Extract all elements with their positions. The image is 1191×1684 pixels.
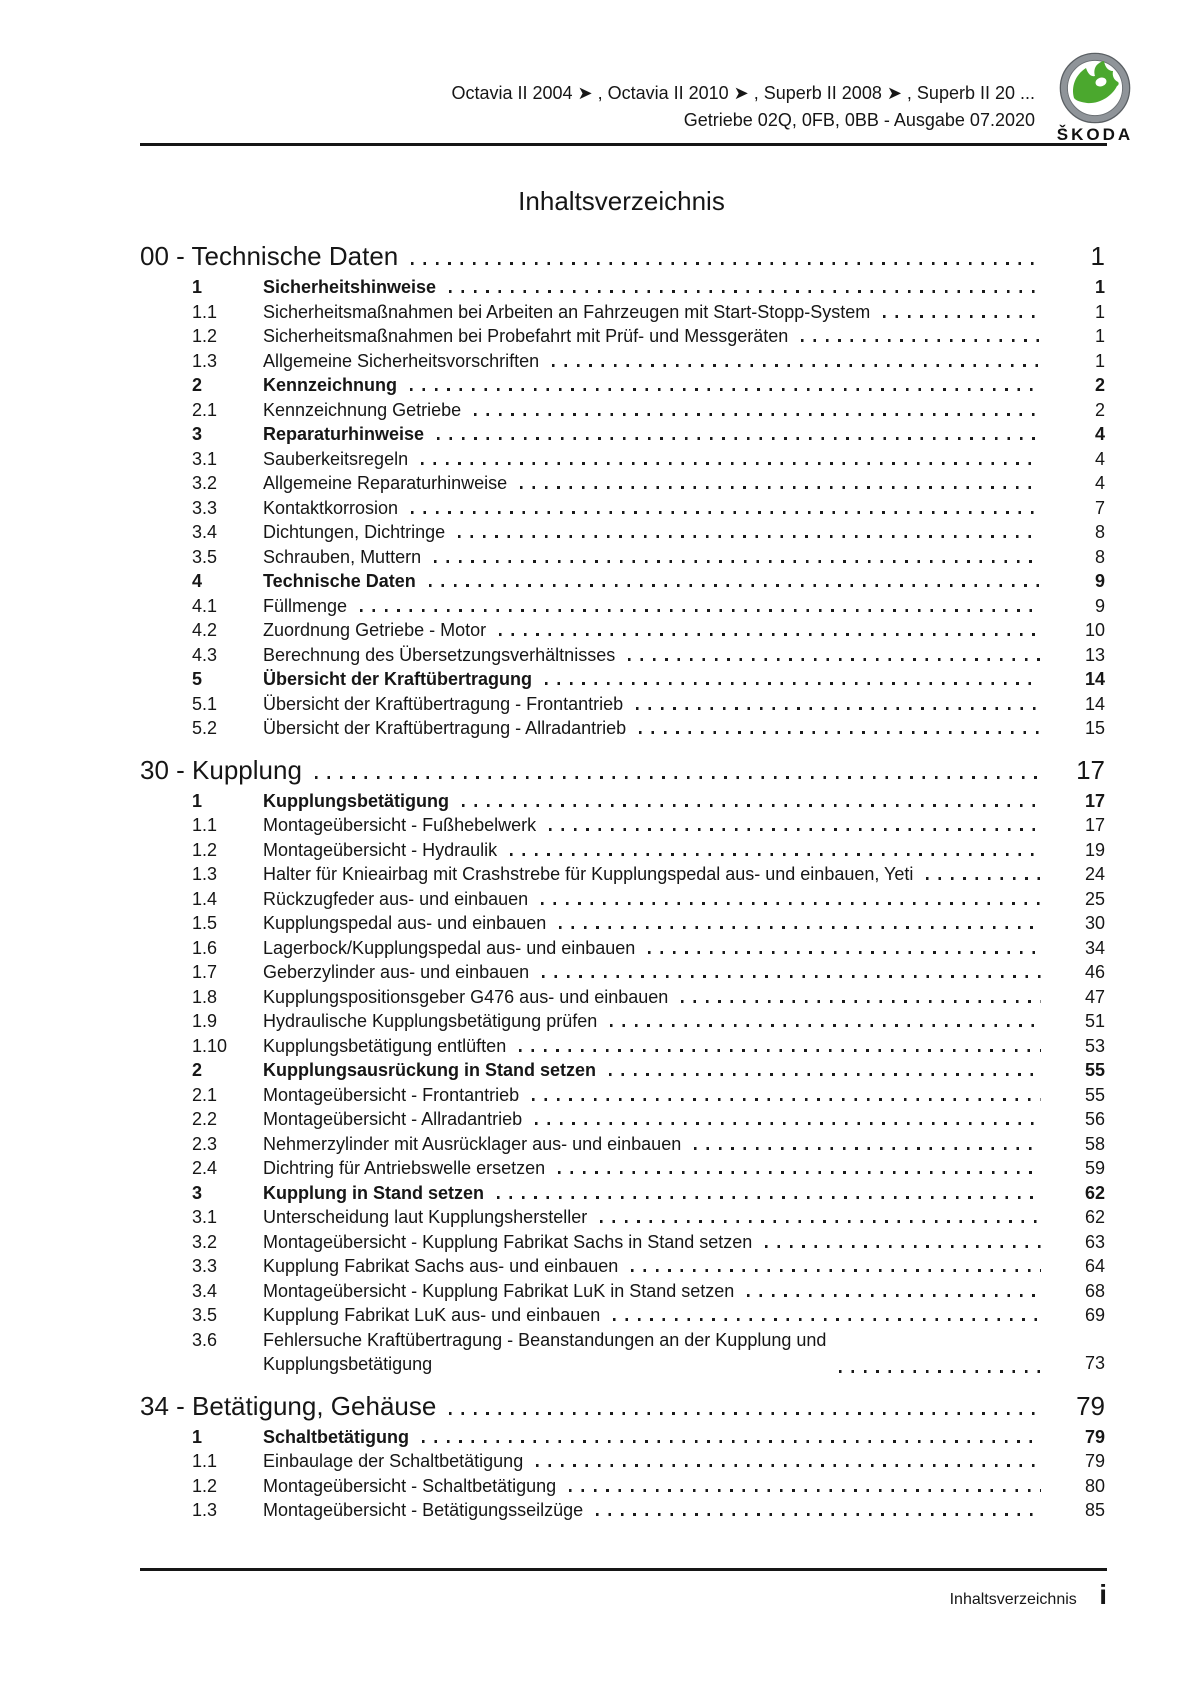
toc-entry-label: Übersicht der Kraftübertragung - Frontantrieb [263, 693, 624, 714]
dot-leader [631, 1269, 1041, 1272]
toc-entry-row [192, 1279, 1105, 1304]
dot-leader [411, 262, 1041, 265]
toc-entry-label: Technische Daten [263, 571, 416, 591]
toc-entry-row [192, 1058, 1105, 1083]
dot-leader [839, 1370, 1041, 1373]
toc-entry-number: 3 [192, 424, 203, 444]
dot-leader [883, 315, 1041, 318]
toc-entry-page: 58 [1084, 1133, 1105, 1154]
toc-entry-label: Sauberkeitsregeln [263, 448, 409, 469]
toc-entry-number: 4.1 [192, 595, 218, 616]
dot-leader [628, 658, 1041, 661]
toc-entry-page: 24 [1084, 864, 1105, 884]
toc-entry-page: 80 [1084, 1475, 1105, 1496]
toc-entry-number: 2.4 [192, 1158, 218, 1178]
dot-leader [609, 1073, 1041, 1076]
toc-entry-page: 14 [1084, 669, 1105, 689]
page-title: Inhaltsverzeichnis [518, 186, 725, 216]
toc-entry-label: Übersicht der Kraftübertragung - Allradantrieb [263, 718, 627, 738]
toc-entry-page: 25 [1084, 888, 1105, 909]
toc-entry-label: Dichtungen, Dichtringe [263, 522, 446, 542]
toc-entry-row [192, 447, 1105, 472]
toc-entry-label: Sicherheitsmaßnahmen bei Arbeiten an Fahrzeugen mit Start-Stopp-System [263, 301, 871, 322]
toc-entry-number: 3.3 [192, 497, 218, 518]
toc-entry-number: 1 [192, 277, 203, 297]
toc-entry-label: Hydraulische Kupplungsbetätigung prüfen [263, 1011, 598, 1031]
toc-entry-row [192, 545, 1105, 570]
toc-entry-number: 3.5 [192, 1305, 218, 1325]
toc-entry-page: 1 [1090, 241, 1105, 271]
dot-leader [520, 486, 1041, 489]
toc-entry-number: 1.9 [192, 1011, 218, 1031]
dot-leader [747, 1294, 1041, 1297]
toc-entry-label: Reparaturhinweise [263, 424, 425, 444]
dot-leader [434, 560, 1041, 563]
toc-entry-number: 1.2 [192, 326, 218, 346]
toc-entry-label: Sicherheitshinweise [263, 277, 437, 297]
page-footer [140, 1568, 1107, 1611]
toc-entry-page: 13 [1084, 644, 1105, 665]
header-edition-line: Getriebe 02Q, 0FB, 0BB - Ausgabe 07.2020 [683, 110, 1035, 130]
toc-entry-number: 1.1 [192, 815, 218, 835]
toc-entry-row [192, 1230, 1105, 1255]
toc-entry-page: 73 [1084, 1353, 1105, 1373]
toc-entry-page: 79 [1084, 1451, 1105, 1471]
toc-entry-row [192, 985, 1105, 1010]
toc-entry-row [192, 1254, 1105, 1279]
toc-entry-number: 1 [192, 790, 203, 811]
toc-entry-row [192, 324, 1105, 349]
dot-leader [765, 1245, 1041, 1248]
toc-entry-number: 1.7 [192, 962, 218, 982]
toc-entry-row [192, 1449, 1105, 1474]
toc-entry-row [192, 422, 1105, 447]
toc-entry-number: 1.1 [192, 301, 218, 322]
dot-leader [449, 1412, 1041, 1415]
dot-leader [569, 1489, 1041, 1492]
toc-entry-page: 79 [1076, 1390, 1105, 1421]
toc-entry-number: 5.2 [192, 718, 218, 738]
toc-entry-page: 1 [1094, 326, 1105, 346]
toc-entry-row [192, 667, 1105, 692]
toc-entry-row [192, 1132, 1105, 1157]
toc-entry-page: 8 [1094, 522, 1105, 542]
toc-entry-page: 56 [1084, 1109, 1105, 1129]
toc-entry-number: 1.3 [192, 864, 218, 884]
toc-entry-page: 68 [1084, 1280, 1105, 1301]
dot-leader [410, 388, 1041, 391]
toc-entry-row [192, 960, 1105, 985]
toc-entry-row [192, 692, 1105, 717]
toc-chapter-row [140, 755, 1105, 786]
dot-leader [558, 1171, 1041, 1174]
toc-entry-page: 55 [1084, 1084, 1105, 1105]
toc-entry-page: 62 [1084, 1207, 1105, 1227]
dot-leader [360, 609, 1041, 612]
skoda-winged-arrow-icon [1059, 52, 1131, 124]
toc-entry-page: 51 [1084, 1011, 1105, 1031]
toc-entry-row [192, 1009, 1105, 1034]
dot-leader [549, 828, 1041, 831]
toc [140, 241, 1105, 1523]
toc-entry-number: 3.5 [192, 546, 218, 567]
toc-entry-row [192, 1328, 1105, 1377]
toc-entry-row [192, 618, 1105, 643]
dot-leader [648, 951, 1041, 954]
toc-entry-label: Montageübersicht - Frontantrieb [263, 1084, 520, 1105]
toc-entry-row [192, 1083, 1105, 1108]
toc-entry-page: 79 [1084, 1426, 1105, 1447]
dot-leader [429, 584, 1041, 587]
toc-entry-label: Montageübersicht - Fußhebelwerk [263, 815, 537, 835]
toc-entry-page: 59 [1084, 1158, 1105, 1178]
toc-entry-number: 3.2 [192, 473, 218, 493]
toc-entry-label: Schrauben, Muttern [263, 546, 422, 567]
toc-chapter-row [140, 1391, 1105, 1422]
dot-leader [462, 804, 1041, 807]
dot-leader [421, 462, 1041, 465]
toc-entry-label: Montageübersicht - Schaltbetätigung [263, 1475, 557, 1496]
toc-entry-page: 4 [1094, 424, 1105, 444]
toc-entry-number: 3.6 [192, 1329, 218, 1350]
toc-entry-number: 1.6 [192, 937, 218, 958]
dot-leader [315, 776, 1041, 779]
toc-entry-number: 2.3 [192, 1133, 218, 1154]
toc-entry-number: 5.1 [192, 693, 218, 714]
dot-leader [532, 1098, 1041, 1101]
page-header [140, 0, 1107, 146]
toc-entry-number: 2 [192, 1060, 203, 1080]
toc-entry-page: 55 [1084, 1060, 1105, 1080]
toc-entry-number: 1.3 [192, 350, 218, 371]
footer-label: Inhaltsverzeichnis [949, 1591, 1077, 1608]
toc-entry-label: Kupplungspedal aus- und einbauen [263, 913, 547, 933]
dot-leader [596, 1513, 1041, 1516]
dot-leader [600, 1220, 1041, 1223]
dot-leader [510, 853, 1041, 856]
toc-entry-number: 3.1 [192, 448, 218, 469]
dot-leader [552, 364, 1041, 367]
toc-entry-row [192, 300, 1105, 325]
skoda-brand-text: ŠKODA [1056, 125, 1134, 144]
toc-entry-label: Allgemeine Reparaturhinweise [263, 473, 508, 493]
toc-entry-row [192, 1425, 1105, 1450]
toc-entry-label: Einbaulage der Schaltbetätigung [263, 1451, 524, 1471]
toc-entry-number: 1.10 [192, 1035, 228, 1056]
toc-entry-row [192, 594, 1105, 619]
toc-entry-row [192, 349, 1105, 374]
toc-entry-page: 19 [1084, 839, 1105, 860]
dot-leader [499, 633, 1041, 636]
toc-entry-page: 34 [1084, 937, 1105, 958]
toc-entry-page: 2 [1094, 399, 1105, 420]
toc-entry-row [192, 838, 1105, 863]
toc-entry-number: 4.3 [192, 644, 218, 665]
toc-entry-row [192, 887, 1105, 912]
dot-leader [681, 1000, 1041, 1003]
toc-entry-page: 10 [1084, 620, 1105, 640]
toc-entry-number: 4.2 [192, 620, 218, 640]
dot-leader [422, 1440, 1041, 1443]
toc-entry-label: Allgemeine Sicherheitsvorschriften [263, 350, 540, 371]
toc-entry-row [192, 789, 1105, 814]
toc-entry-number: 4 [192, 571, 203, 591]
toc-entry-number: 1.8 [192, 986, 218, 1007]
toc-entry-label: Lagerbock/Kupplungspedal aus- und einbauen [263, 937, 636, 958]
toc-entry-number: 1 [192, 1426, 203, 1447]
toc-entry-row [192, 716, 1105, 741]
dot-leader [613, 1318, 1041, 1321]
toc-entry-page: 64 [1084, 1256, 1105, 1276]
toc-entry-page: 15 [1084, 718, 1105, 738]
skoda-logo [1050, 52, 1140, 145]
toc-entry-number: 3.4 [192, 1280, 218, 1301]
toc-entry-row [192, 1107, 1105, 1132]
toc-entry-number: 1.3 [192, 1500, 218, 1520]
toc-entry-page: 47 [1084, 986, 1105, 1007]
toc-entry-page: 17 [1084, 790, 1105, 811]
toc-entry-number: 1.2 [192, 1475, 218, 1496]
toc-entry-label: 00 - Technische Daten [140, 241, 399, 271]
toc-entry-page: 14 [1084, 693, 1105, 714]
toc-entry-page: 8 [1094, 546, 1105, 567]
dot-leader [545, 682, 1041, 685]
toc-entry-page: 63 [1084, 1231, 1105, 1252]
toc-entry-page: 53 [1084, 1035, 1105, 1056]
toc-entry-label: Halter für Knieairbag mit Crashstrebe für Kupplungspedal aus- und einbauen, Yeti [263, 864, 914, 884]
toc-entry-page: 2 [1094, 375, 1105, 395]
toc-entry-page: 4 [1094, 448, 1105, 469]
toc-entry-label: Montageübersicht - Betätigungsseilzüge [263, 1500, 584, 1520]
toc-entry-row [192, 275, 1105, 300]
toc-entry-page: 46 [1084, 962, 1105, 982]
toc-entry-number: 3.3 [192, 1256, 218, 1276]
toc-entry-row [192, 1205, 1105, 1230]
dot-leader [411, 511, 1041, 514]
dot-leader [437, 437, 1041, 440]
toc-entry-page: 9 [1094, 571, 1105, 591]
toc-entry-number: 3.1 [192, 1207, 218, 1227]
toc-entry-label: Montageübersicht - Hydraulik [263, 839, 498, 860]
toc-entry-page: 1 [1094, 277, 1105, 297]
toc-entry-label: Fehlersuche Kraftübertragung - Beanstandungen an der Kupplung und Kupplungsbetätigung [263, 1329, 827, 1374]
toc-entry-page: 9 [1094, 595, 1105, 616]
toc-entry-number: 5 [192, 669, 203, 689]
toc-entry-row [192, 373, 1105, 398]
toc-entry-row [192, 1498, 1105, 1523]
toc-entry-row [192, 643, 1105, 668]
dot-leader [801, 339, 1041, 342]
toc-entry-number: 3.2 [192, 1231, 218, 1252]
toc-entry-number: 2 [192, 375, 203, 395]
toc-entry-label: 34 - Betätigung, Gehäuse [140, 1390, 437, 1421]
dot-leader [541, 902, 1041, 905]
toc-entry-number: 2.1 [192, 399, 218, 420]
toc-entry-row [192, 569, 1105, 594]
toc-entry-label: Rückzugfeder aus- und einbauen [263, 888, 529, 909]
toc-entry-number: 2.2 [192, 1109, 218, 1129]
toc-entry-label: Kupplung Fabrikat Sachs aus- und einbauen [263, 1256, 619, 1276]
toc-entry-label: Kupplung Fabrikat LuK aus- und einbauen [263, 1305, 601, 1325]
toc-entry-page: 30 [1084, 913, 1105, 933]
toc-entry-number: 1.1 [192, 1451, 218, 1471]
toc-entry-label: Übersicht der Kraftübertragung [263, 669, 533, 689]
toc-entry-label: Kupplungsausrückung in Stand setzen [263, 1060, 597, 1080]
toc-chapter-row [140, 241, 1105, 272]
toc-entry-row [192, 911, 1105, 936]
toc-entry-page: 85 [1084, 1500, 1105, 1520]
toc-entry-label: Zuordnung Getriebe - Motor [263, 620, 487, 640]
toc-entry-page: 62 [1084, 1182, 1105, 1203]
toc-entry-label: Kupplungsbetätigung [263, 790, 449, 811]
dot-leader [926, 877, 1041, 880]
toc-entry-label: Kontaktkorrosion [263, 497, 399, 518]
toc-entry-number: 1.5 [192, 913, 218, 933]
toc-entry-label: 30 - Kupplung [140, 754, 302, 785]
toc-entry-label: Kennzeichnung [263, 375, 397, 395]
toc-entry-label: Schaltbetätigung [263, 1426, 410, 1447]
toc-entry-label: Dichtring für Antriebswelle ersetzen [263, 1158, 546, 1178]
toc-entry-number: 3 [192, 1182, 203, 1203]
toc-entry-number: 1.4 [192, 888, 218, 909]
header-text-block [140, 80, 1107, 134]
toc-entry-row [192, 936, 1105, 961]
toc-entry-number: 2.1 [192, 1084, 218, 1105]
toc-entry-label: Montageübersicht - Kupplung Fabrikat LuK in Stand setzen [263, 1280, 735, 1301]
toc-entry-page: 4 [1094, 473, 1105, 493]
toc-entry-number: 1.2 [192, 839, 218, 860]
toc-entry-row [192, 471, 1105, 496]
dot-leader [458, 535, 1041, 538]
toc-entry-label: Berechnung des Übersetzungsverhältnisses [263, 644, 616, 665]
toc-entry-label: Montageübersicht - Allradantrieb [263, 1109, 523, 1129]
toc-entry-page: 1 [1094, 301, 1105, 322]
dot-leader [639, 731, 1041, 734]
dot-leader [536, 1464, 1041, 1467]
toc-entry-page: 69 [1084, 1305, 1105, 1325]
toc-entry-label: Kupplung in Stand setzen [263, 1182, 484, 1203]
dot-leader [449, 290, 1041, 293]
toc-entry-row [192, 1156, 1105, 1181]
toc-entry-label: Sicherheitsmaßnahmen bei Probefahrt mit Prüf- und Messgeräten [263, 326, 789, 346]
header-models-line: Octavia II 2004 ➤ , Octavia II 2010 ➤ , Superb II 2008 ➤ , Superb II 20 ... [451, 83, 1035, 103]
toc-entry-label: Montageübersicht - Kupplung Fabrikat Sachs in Stand setzen [263, 1231, 753, 1252]
toc-entry-row [192, 1181, 1105, 1206]
toc-entry-page: 1 [1094, 350, 1105, 371]
toc-entry-label: Geberzylinder aus- und einbauen [263, 962, 530, 982]
toc-entry-page: 17 [1084, 815, 1105, 835]
toc-entry-label: Nehmerzylinder mit Ausrücklager aus- und einbauen [263, 1133, 682, 1154]
toc-entry-row [192, 862, 1105, 887]
toc-entry-row [192, 520, 1105, 545]
toc-entry-label: Kupplungsbetätigung entlüften [263, 1035, 507, 1056]
toc-entry-page: 7 [1094, 497, 1105, 518]
toc-entry-label: Kennzeichnung Getriebe [263, 399, 462, 420]
toc-entry-row [192, 1474, 1105, 1499]
toc-entry-page: 17 [1076, 754, 1105, 785]
dot-leader [559, 926, 1041, 929]
toc-entry-row [192, 496, 1105, 521]
toc-entry-label: Füllmenge [263, 595, 348, 616]
toc-entry-row [192, 1303, 1105, 1328]
toc-entry-row [192, 398, 1105, 423]
toc-entry-label: Unterscheidung laut Kupplungshersteller [263, 1207, 588, 1227]
toc-entry-row [192, 813, 1105, 838]
dot-leader [610, 1024, 1041, 1027]
dot-leader [535, 1122, 1041, 1125]
dot-leader [542, 975, 1041, 978]
dot-leader [519, 1049, 1041, 1052]
footer-page-number: i [1099, 1579, 1107, 1610]
dot-leader [636, 707, 1041, 710]
toc-entry-number: 3.4 [192, 522, 218, 542]
dot-leader [497, 1196, 1041, 1199]
dot-leader [474, 413, 1041, 416]
toc-entry-row [192, 1034, 1105, 1059]
toc-entry-label: Kupplungspositionsgeber G476 aus- und einbauen [263, 986, 669, 1007]
dot-leader [694, 1147, 1041, 1150]
